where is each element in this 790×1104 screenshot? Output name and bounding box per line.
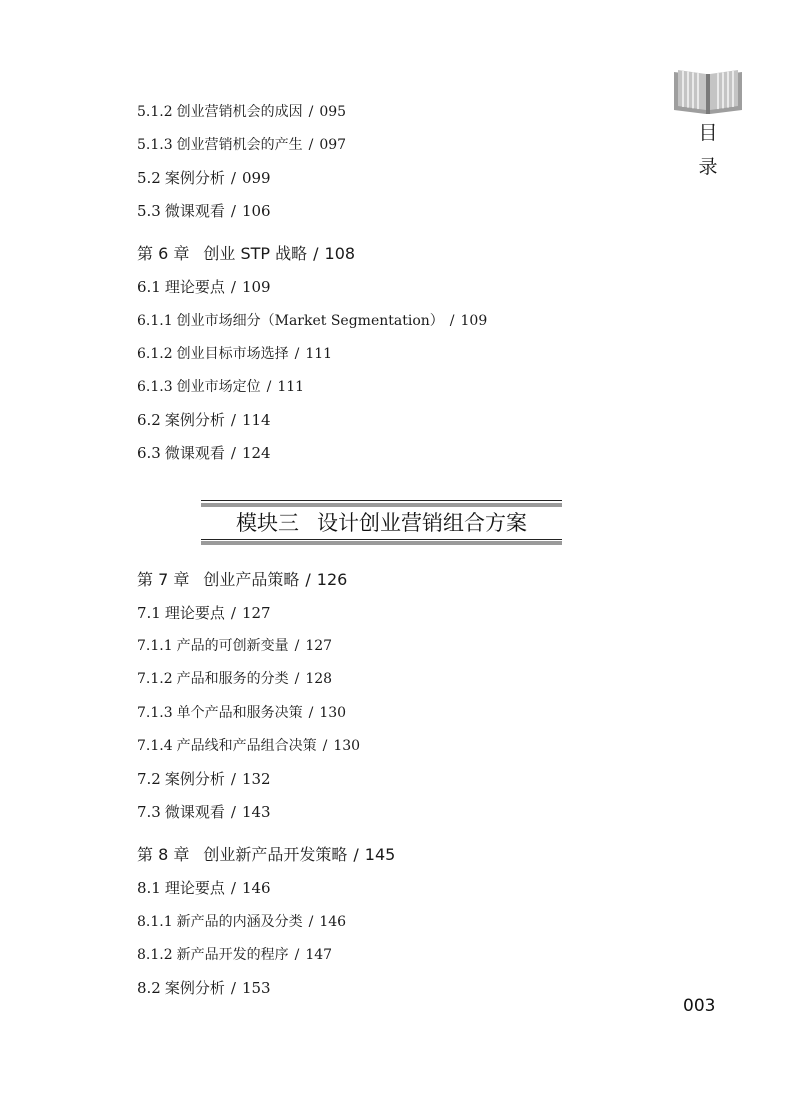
- entry-title: 产品线和产品组合决策: [176, 738, 317, 754]
- entry-number: 7.1: [137, 604, 161, 622]
- entry-page: 147: [305, 947, 333, 963]
- chapter-title: 创业新产品开发策略: [203, 845, 348, 864]
- chapter-title: 创业产品策略: [203, 570, 300, 589]
- entry-separator: /: [322, 738, 328, 754]
- entry-title: 理论要点: [164, 879, 225, 897]
- toc-entry[interactable]: [137, 912, 346, 932]
- module-name: 设计创业营销组合方案: [317, 511, 527, 535]
- entry-page: 099: [241, 169, 271, 187]
- entry-title: 案例分析: [164, 169, 225, 187]
- entry-separator: /: [230, 411, 236, 429]
- page-number: 003: [683, 996, 716, 1016]
- entry-page: 146: [241, 879, 271, 897]
- toc-entry[interactable]: [137, 168, 271, 188]
- entry-title: 创业营销机会的产生: [176, 137, 303, 153]
- toc-entry[interactable]: [137, 978, 271, 998]
- entry-number: 8.1.2: [137, 947, 173, 963]
- entry-number: 7.1.4: [137, 738, 173, 754]
- toc-title-char-1: 目: [698, 122, 718, 144]
- toc-entry[interactable]: [137, 135, 346, 155]
- entry-title: 理论要点: [164, 278, 225, 296]
- entry-separator: /: [230, 444, 236, 462]
- toc-entry[interactable]: [137, 102, 346, 122]
- entry-separator: /: [294, 947, 300, 963]
- entry-page: 109: [460, 313, 488, 329]
- entry-title: 创业市场细分（Market Segmentation）: [176, 313, 444, 329]
- entry-number: 7.1.1: [137, 638, 173, 654]
- entry-page: 130: [333, 738, 361, 754]
- entry-number: 6.3: [137, 444, 161, 462]
- entry-title: 微课观看: [164, 444, 225, 462]
- entry-separator: /: [230, 803, 236, 821]
- toc-entry[interactable]: [137, 603, 271, 623]
- chapter-number: 第 7 章: [137, 570, 190, 589]
- banner-rule-bottom: [201, 539, 562, 540]
- toc-entry[interactable]: [137, 703, 346, 723]
- entry-page: 145: [364, 845, 396, 864]
- toc-entry[interactable]: [137, 311, 487, 331]
- entry-page: 095: [319, 104, 347, 120]
- toc-entry[interactable]: [137, 344, 332, 364]
- toc-entry[interactable]: [137, 377, 304, 397]
- entry-number: 8.2: [137, 979, 161, 997]
- entry-separator: /: [308, 137, 314, 153]
- entry-separator: /: [308, 705, 314, 721]
- entry-separator: /: [308, 104, 314, 120]
- entry-number: 7.2: [137, 770, 161, 788]
- entry-page: 146: [319, 914, 347, 930]
- entry-separator: /: [230, 278, 236, 296]
- entry-page: 130: [319, 705, 347, 721]
- toc-entry[interactable]: [137, 443, 271, 463]
- entry-title: 新产品开发的程序: [176, 947, 289, 963]
- entry-title: 创业市场定位: [176, 379, 261, 395]
- entry-page: 128: [305, 671, 333, 687]
- entry-page: 132: [241, 770, 271, 788]
- entry-number: 7.3: [137, 803, 161, 821]
- entry-page: 126: [316, 570, 348, 589]
- entry-number: 6.1.2: [137, 346, 173, 362]
- toc-side-tab: [672, 66, 744, 196]
- toc-entry[interactable]: [137, 802, 271, 822]
- entry-page: 127: [305, 638, 333, 654]
- entry-title: 产品的可创新变量: [176, 638, 289, 654]
- entry-number: 6.1.1: [137, 313, 173, 329]
- toc-entry[interactable]: [137, 636, 332, 656]
- entry-number: 8.1: [137, 879, 161, 897]
- entry-page: 124: [241, 444, 271, 462]
- entry-separator: /: [230, 604, 236, 622]
- chapter-number: 第 8 章: [137, 845, 190, 864]
- entry-number: 5.2: [137, 169, 161, 187]
- entry-separator: /: [266, 379, 272, 395]
- toc-chapter-entry[interactable]: [137, 244, 355, 264]
- entry-number: 5.1.2: [137, 104, 173, 120]
- toc-entry[interactable]: [137, 669, 332, 689]
- entry-separator: /: [294, 638, 300, 654]
- module-title: [201, 510, 562, 536]
- entry-page: 114: [241, 411, 271, 429]
- toc-chapter-entry[interactable]: [137, 570, 347, 590]
- banner-bar-top: [201, 503, 562, 507]
- entry-title: 案例分析: [164, 411, 225, 429]
- entry-separator: /: [230, 169, 236, 187]
- entry-page: 127: [241, 604, 271, 622]
- entry-number: 6.1.3: [137, 379, 173, 395]
- toc-entry[interactable]: [137, 736, 360, 756]
- entry-separator: /: [449, 313, 455, 329]
- chapter-title: 创业 STP 战略: [203, 244, 308, 263]
- toc-chapter-entry[interactable]: [137, 845, 395, 865]
- entry-separator: /: [230, 979, 236, 997]
- module-label: 模块三: [236, 511, 299, 535]
- entry-page: 111: [277, 379, 305, 395]
- chapter-number: 第 6 章: [137, 244, 190, 263]
- entry-title: 单个产品和服务决策: [176, 705, 303, 721]
- entry-number: 5.3: [137, 202, 161, 220]
- entry-separator: /: [305, 570, 311, 589]
- entry-page: 111: [305, 346, 333, 362]
- module-banner: [201, 500, 562, 544]
- entry-separator: /: [313, 244, 319, 263]
- toc-entry[interactable]: [137, 277, 271, 297]
- entry-page: 153: [241, 979, 271, 997]
- entry-title: 创业营销机会的成因: [176, 104, 303, 120]
- entry-separator: /: [353, 845, 359, 864]
- entry-separator: /: [230, 879, 236, 897]
- entry-title: 新产品的内涵及分类: [176, 914, 303, 930]
- entry-number: 5.1.3: [137, 137, 173, 153]
- entry-page: 108: [324, 244, 356, 263]
- toc-entry[interactable]: [137, 410, 271, 430]
- entry-number: 7.1.2: [137, 671, 173, 687]
- entry-title: 案例分析: [164, 770, 225, 788]
- toc-entry[interactable]: [137, 201, 271, 221]
- entry-number: 6.2: [137, 411, 161, 429]
- entry-page: 097: [319, 137, 347, 153]
- entry-separator: /: [308, 914, 314, 930]
- toc-title-char-2: 录: [698, 156, 718, 178]
- toc-entry[interactable]: [137, 945, 332, 965]
- banner-rule-top: [201, 500, 562, 501]
- entry-title: 微课观看: [164, 202, 225, 220]
- entry-title: 微课观看: [164, 803, 225, 821]
- entry-separator: /: [230, 202, 236, 220]
- entry-title: 案例分析: [164, 979, 225, 997]
- entry-title: 理论要点: [164, 604, 225, 622]
- entry-page: 106: [241, 202, 271, 220]
- toc-entry[interactable]: [137, 878, 271, 898]
- entry-separator: /: [294, 671, 300, 687]
- entry-page: 143: [241, 803, 271, 821]
- entry-number: 7.1.3: [137, 705, 173, 721]
- open-book-icon: [672, 66, 744, 116]
- entry-number: 8.1.1: [137, 914, 173, 930]
- toc-entry[interactable]: [137, 769, 271, 789]
- entry-title: 创业目标市场选择: [176, 346, 289, 362]
- entry-number: 6.1: [137, 278, 161, 296]
- entry-separator: /: [294, 346, 300, 362]
- banner-bar-bottom: [201, 541, 562, 545]
- entry-title: 产品和服务的分类: [176, 671, 289, 687]
- entry-separator: /: [230, 770, 236, 788]
- entry-page: 109: [241, 278, 271, 296]
